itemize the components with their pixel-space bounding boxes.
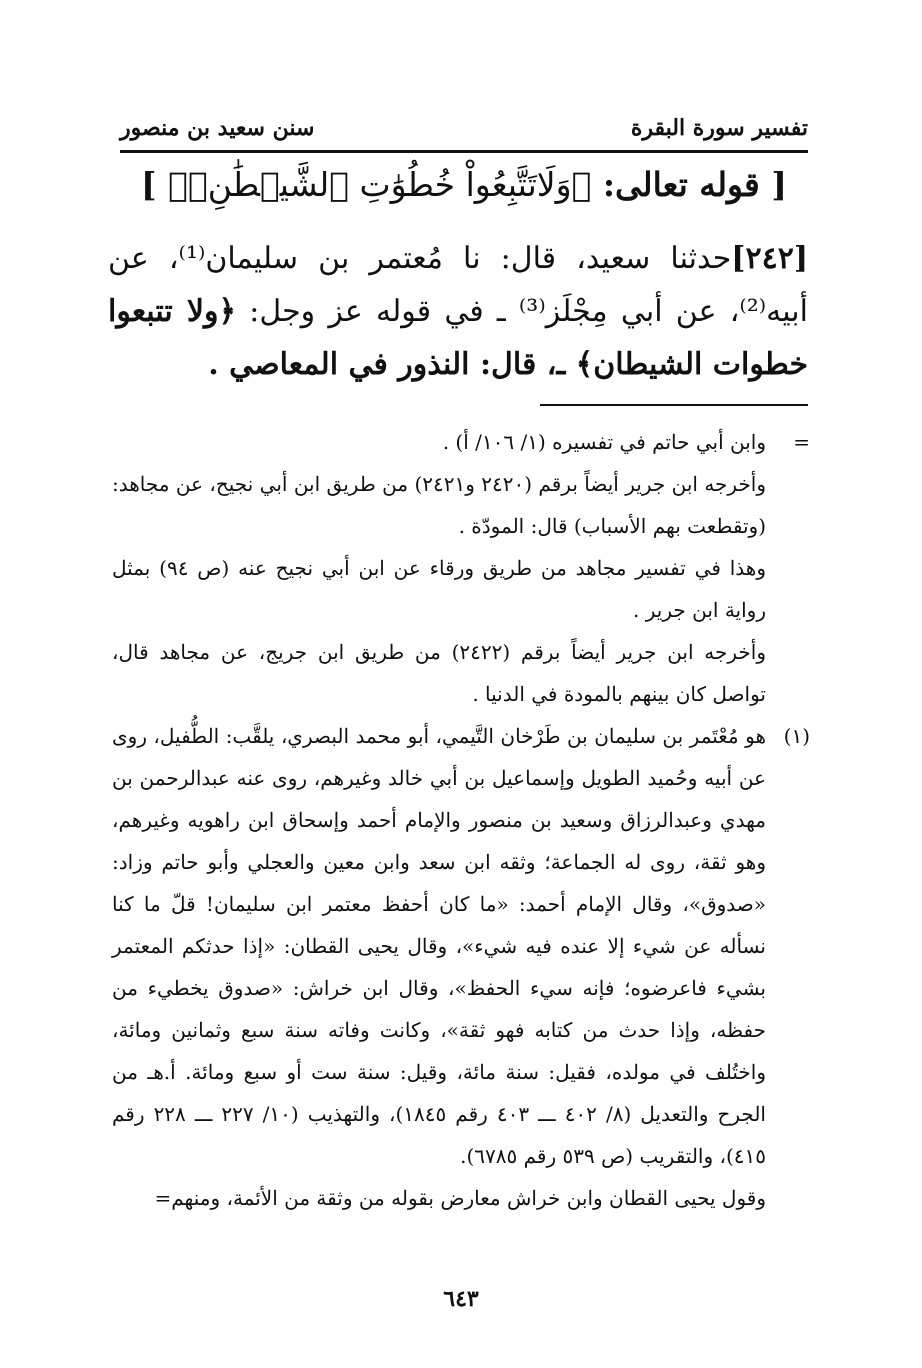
footnote-text: وأخرجه ابن جرير أيضاً برقم (٢٤٢٠ و٢٤٢١) من طريق ابن أبي نجيح، عن مجاهد: (وتقطعت بهم الأسباب) قال: المودّة . xyxy=(112,472,767,538)
hadith-chain: حدثنا سعيد، قال: نا مُعتمر بن سليمان⁽¹⁾، عن أبيه⁽²⁾، عن أبي مِجْلَز⁽³⁾ ـ في قوله عز وجل: xyxy=(108,241,808,329)
footnote-marker xyxy=(766,463,810,547)
footnote xyxy=(112,631,810,715)
page-number: ٦٤٣ xyxy=(443,1286,479,1312)
footnote xyxy=(112,1177,810,1219)
footnote xyxy=(112,421,810,463)
chapter-title: تفسير سورة البقرة xyxy=(630,115,808,141)
open-bracket: [ xyxy=(771,165,787,204)
footnote-text: وقول يحيى القطان وابن خراش معارض بقوله من وثقة من الأئمة، ومنهم= xyxy=(154,1186,766,1210)
footnote-marker xyxy=(766,1177,810,1219)
book-title: سنن سعيد بن منصور xyxy=(120,115,315,141)
footnote-text: وابن أبي حاتم في تفسيره (١/ ١٠٦/ أ) . xyxy=(442,430,766,454)
header-rule xyxy=(120,150,808,153)
footnote-marker xyxy=(766,547,810,631)
footnote-marker xyxy=(766,631,810,715)
footnote xyxy=(112,547,810,631)
footnote xyxy=(112,463,810,547)
close-bracket: ] xyxy=(141,165,157,204)
footnote-marker: (١) xyxy=(783,724,810,748)
quran-verse: ﴿وَلَاتَتَّبِعُواْ خُطُوَٰتِ ٱلشَّيۡطَٰنِۚ﴾ xyxy=(168,165,592,204)
running-header xyxy=(120,108,808,148)
footnote-marker: = xyxy=(793,430,810,454)
footnotes-rule xyxy=(540,404,808,406)
footnote-text: هو مُعْتَمر بن سليمان بن طَرْخان التَّيمي، أبو محمد البصري، يلقَّب: الطُّفيل، روى عن أبيه وحُميد الطويل وإسماعيل بن أبي خالد وغيرهم، روى عنه عبدالرحمن بن مهدي وعبدالرزاق وسعيد بن منصور والإمام أحمد وإسحاق ابن راهويه وغيرهم، وهو ثقة، روى له الجماعة؛ وثقه ابن سعد وابن معين والعجلي وأبو حاتم وزاد: «صدوق»، وقال الإمام أحمد: «ما كان أحفظ معتمر ابن سليمان! قلّ ما كنا نسأله عن شيء إلا عنده فيه شيء»، وقال يحيى القطان: «إذا حدثكم المعتمر بشيء فاعرضوه؛ فإنه سيء الحفظ»، وقال ابن خراش: «صدوق يخطيء من حفظه، وإذا حدث من كتابه فهو ثقة»، وكانت وفاته سنة سبع وثمانين ومائة، واختُلف في مولده، فقيل: سنة مائة، وقيل: سنة ست أو سبع ومائة. أ.هـ من الجرح والتعديل (٨/ ٤٠٢ ـــ ٤٠٣ رقم ١٨٤٥)، والتهذيب (١٠/ ٢٢٧ ـــ ٢٢٨ رقم ٤١٥)، والتقريب (ص ٥٣٩ رقم ٦٧٨٥). xyxy=(112,724,766,1168)
hadith-number: [٢٤٢] xyxy=(731,241,809,276)
verse-heading xyxy=(120,165,808,204)
footnote-text: وهذا في تفسير مجاهد من طريق ورقاء عن ابن أبي نجيح عنه (ص ٩٤) بمثل رواية ابن جرير . xyxy=(112,556,766,622)
verse-intro: قوله تعالى: xyxy=(602,165,760,204)
footnote xyxy=(112,715,810,1177)
hadith-quote: ﴿ولا تتبعوا خطوات الشيطان﴾ ـ، قال: النذور في المعاصي . xyxy=(108,294,808,382)
hadith-text xyxy=(108,232,808,391)
footnotes xyxy=(112,421,810,1219)
footnote-text: وأخرجه ابن جرير أيضاً برقم (٢٤٢٢) من طريق ابن جريج، عن مجاهد قال، تواصل كان بينهم بالمودة في الدنيا . xyxy=(112,640,766,706)
